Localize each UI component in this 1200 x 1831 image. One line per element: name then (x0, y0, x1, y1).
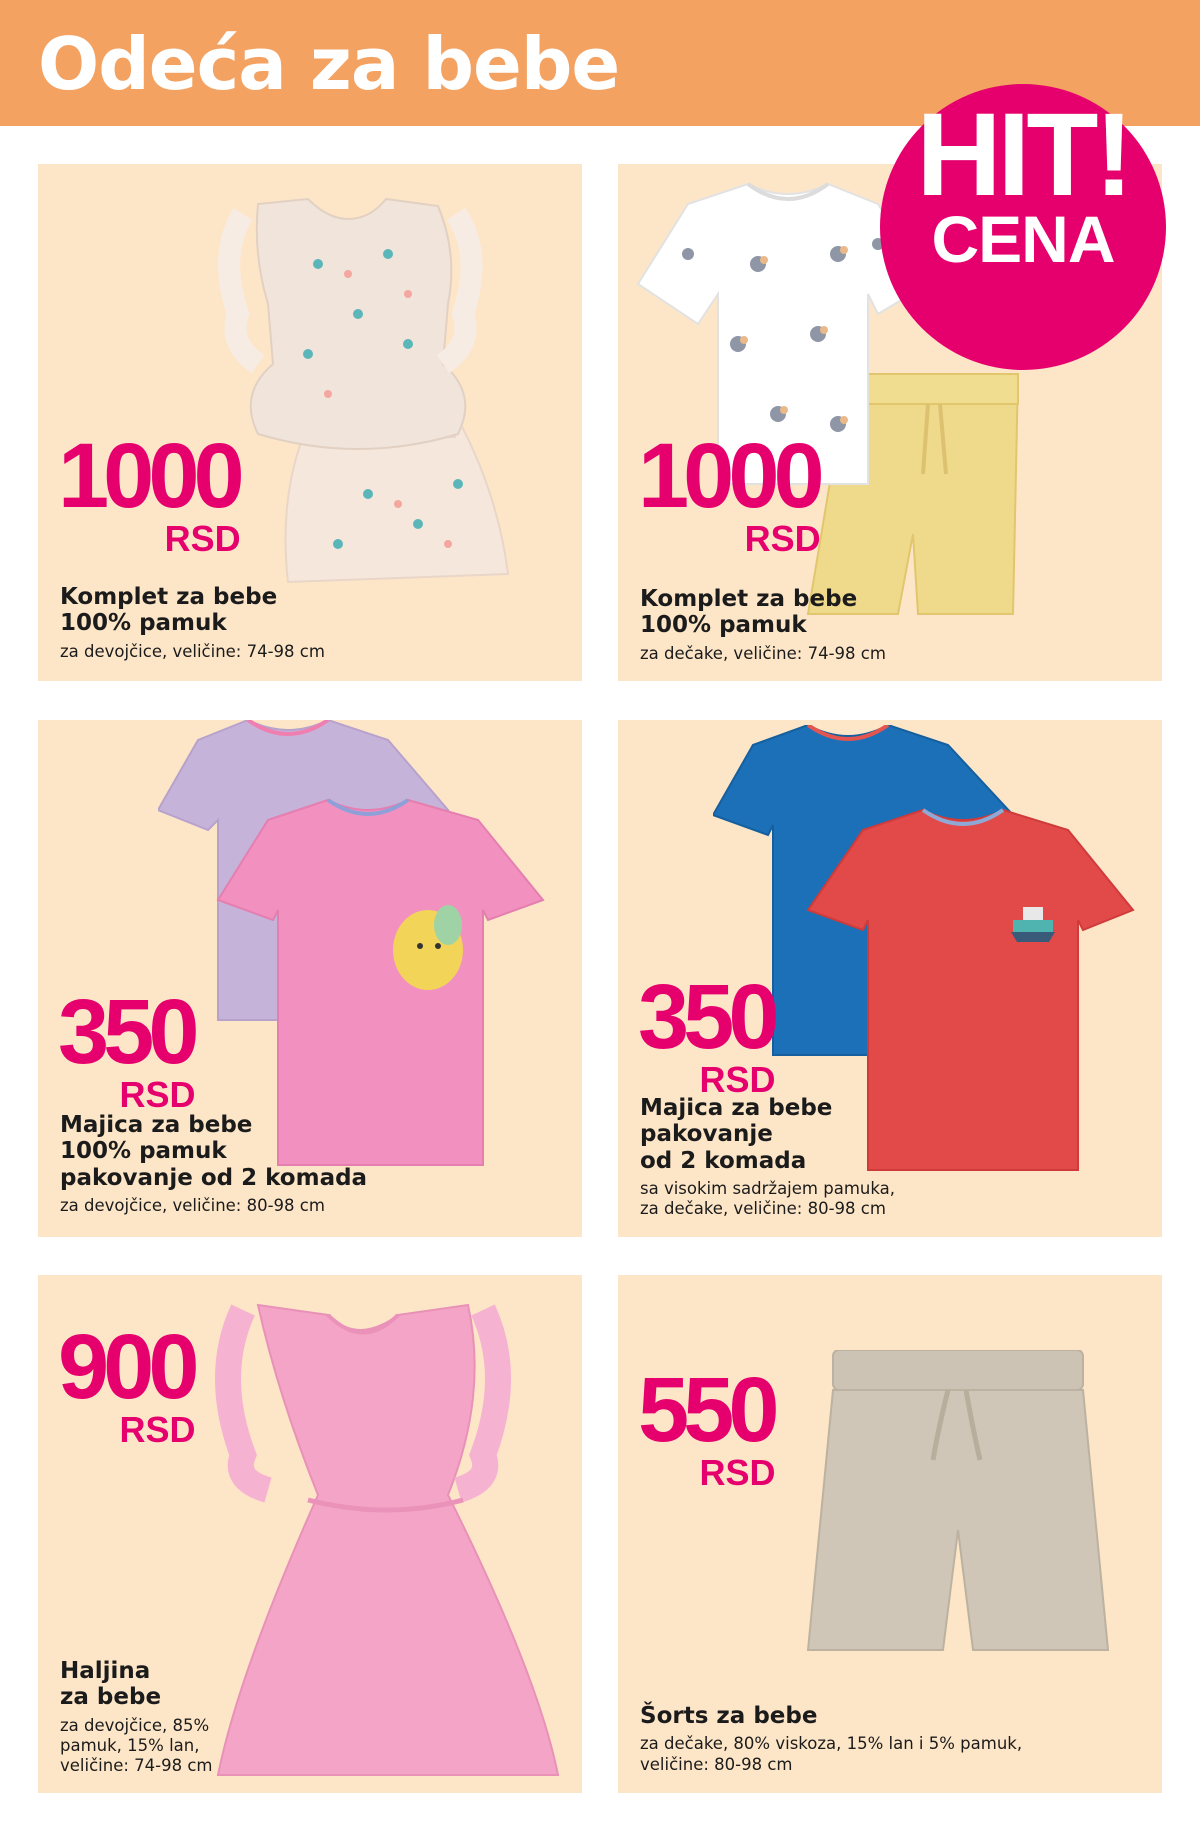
product-desc-line: za dečake, 80% viskoza, 15% lan i 5% pamuk, (640, 1734, 1023, 1754)
product-desc-line: za devojčice, veličine: 80-98 cm (60, 1196, 325, 1216)
product-name (640, 1703, 1022, 1729)
product-name-line: pakovanje od 2 komada (60, 1164, 368, 1191)
product-desc-line: za devojčice, veličine: 74-98 cm (60, 641, 325, 661)
price-currency: RSD (164, 517, 241, 559)
product-description (640, 1179, 895, 1219)
page-title: Odeća za bebe (38, 22, 620, 106)
product-name (60, 1658, 213, 1711)
price-currency: RSD (119, 1073, 196, 1115)
dress-image (208, 1295, 568, 1785)
badge-line-cena: CENA (931, 202, 1115, 276)
product-card-boys-tshirts[interactable] (618, 720, 1162, 1237)
product-name-line: od 2 komada (640, 1147, 807, 1174)
product-description (60, 642, 325, 662)
price-currency: RSD (699, 1451, 776, 1493)
product-description (640, 1734, 1022, 1774)
product-desc-line: sa visokim sadržajem pamuka, (640, 1179, 895, 1199)
product-name-line: pakovanje (640, 1121, 773, 1148)
price-amount: 350 (58, 981, 194, 1083)
product-name (640, 1095, 895, 1174)
girls-tshirts-image (158, 720, 578, 1180)
product-card-shorts[interactable] (618, 1275, 1162, 1793)
product-name-line: Komplet za bebe (640, 586, 858, 612)
product-name-line: Majica za bebe (640, 1095, 833, 1121)
badge-line-hit: HIT! (916, 89, 1130, 221)
price-currency: RSD (744, 517, 821, 559)
hit-price-badge (880, 84, 1166, 370)
product-name-line: 100% pamuk (60, 610, 227, 637)
price-amount: 1000 (58, 425, 239, 527)
price-block (58, 981, 196, 1115)
product-description (60, 1196, 367, 1216)
product-card-dress[interactable] (38, 1275, 582, 1793)
price-amount: 1000 (638, 425, 819, 527)
price-block (638, 1359, 776, 1493)
product-info (60, 1658, 213, 1776)
product-name (60, 584, 325, 637)
price-amount: 350 (638, 966, 774, 1068)
product-name-line: 100% pamuk (640, 612, 807, 639)
product-name-line: Šorts za bebe (640, 1703, 818, 1729)
product-info (640, 1095, 895, 1220)
price-amount: 900 (58, 1316, 194, 1418)
product-info (60, 1112, 367, 1216)
shorts-image (788, 1350, 1128, 1680)
product-info (640, 586, 886, 664)
product-desc-line: veličine: 74-98 cm (60, 1756, 213, 1776)
product-desc-line: za devojčice, 85% (60, 1715, 210, 1735)
price-currency: RSD (119, 1408, 196, 1450)
product-info (60, 584, 325, 662)
price-currency: RSD (699, 1058, 776, 1100)
product-name-line: Komplet za bebe (60, 584, 278, 610)
price-block (638, 966, 776, 1100)
product-desc-line: za dečake, veličine: 80-98 cm (640, 1199, 886, 1219)
price-block (58, 1316, 196, 1450)
price-block (638, 425, 821, 559)
product-description (640, 644, 886, 664)
product-name (640, 586, 886, 639)
product-card-girls-tshirts[interactable] (38, 720, 582, 1237)
product-name-line: Haljina (60, 1658, 151, 1684)
product-desc-line: pamuk, 15% lan, (60, 1736, 200, 1755)
product-name-line: 100% pamuk (60, 1138, 227, 1165)
product-name-line: za bebe (60, 1684, 162, 1711)
price-block (58, 425, 241, 559)
product-card-girls-set[interactable] (38, 164, 582, 681)
price-amount: 550 (638, 1359, 774, 1461)
product-description (60, 1716, 213, 1776)
product-name-line: Majica za bebe (60, 1112, 253, 1138)
product-info (640, 1703, 1022, 1775)
product-desc-line: veličine: 80-98 cm (640, 1754, 793, 1774)
product-desc-line: za dečake, veličine: 74-98 cm (640, 643, 886, 663)
product-name (60, 1112, 367, 1191)
